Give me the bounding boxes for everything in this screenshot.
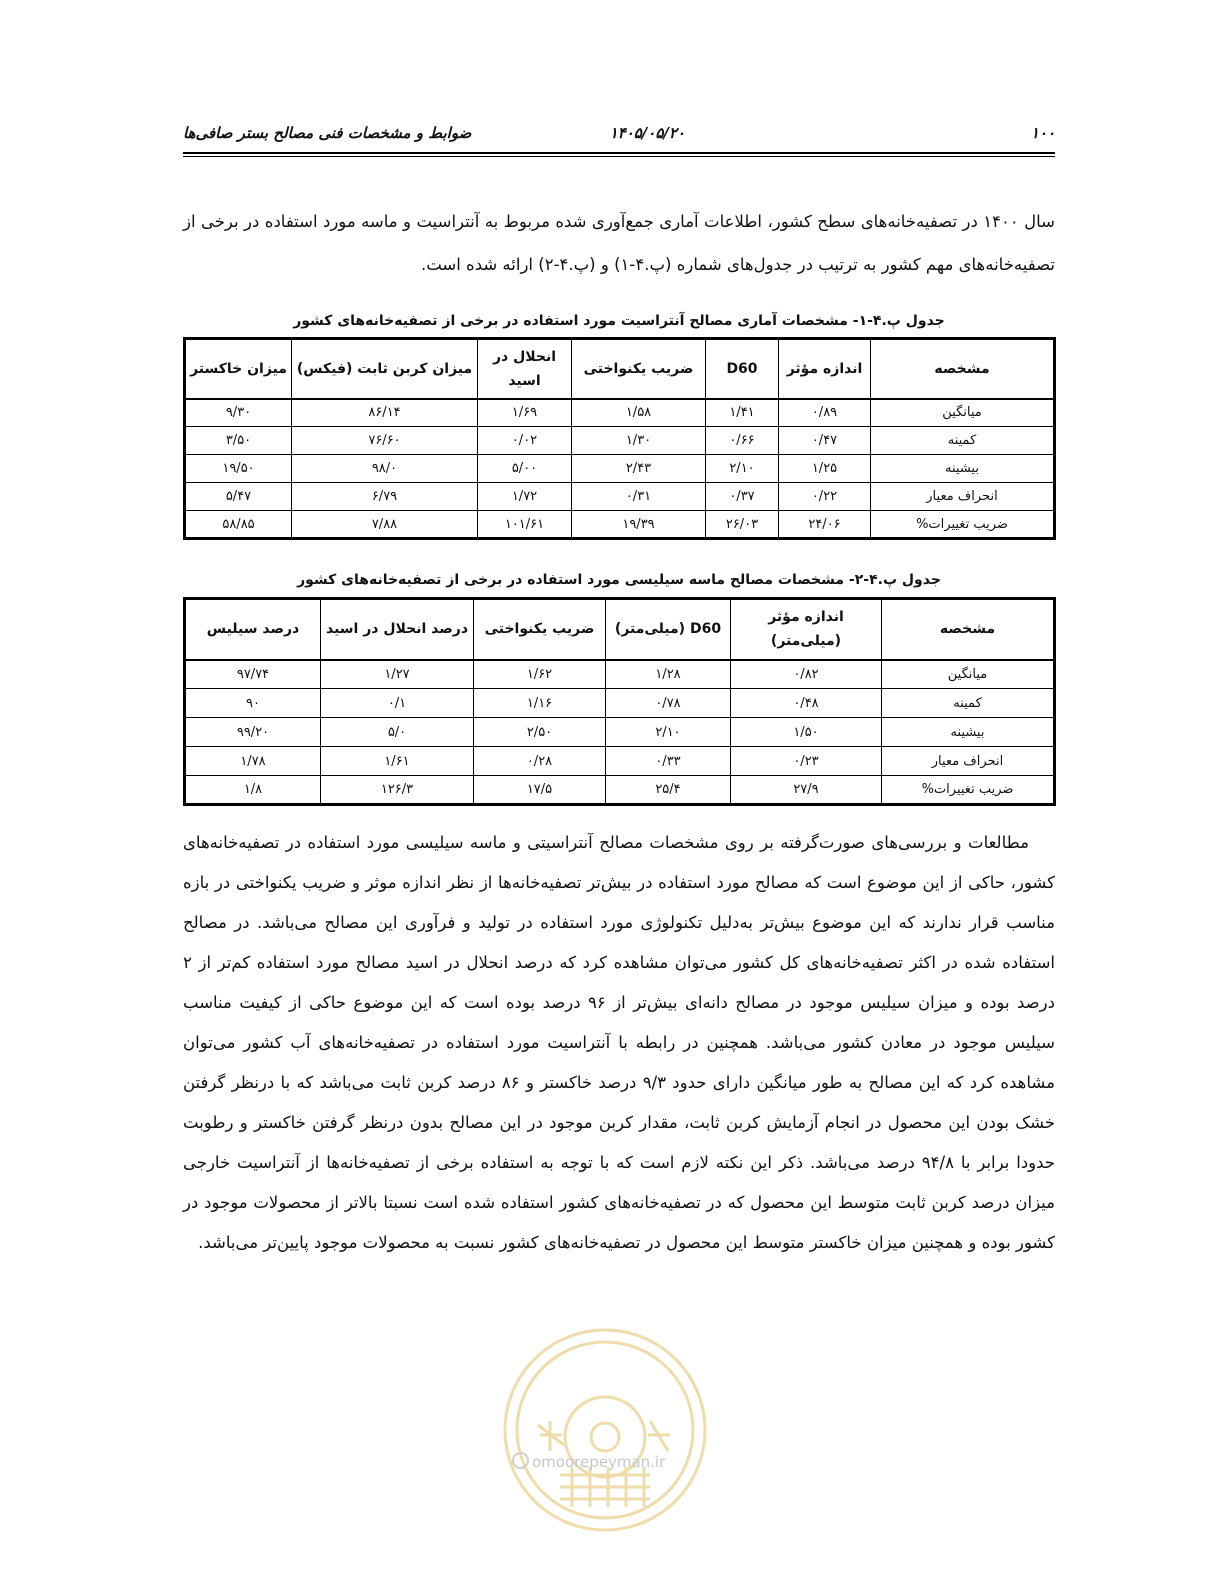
copyright-icon bbox=[512, 1452, 529, 1469]
column-header: D60 bbox=[706, 339, 779, 399]
silica-sand-table bbox=[183, 597, 1056, 806]
table-row bbox=[185, 718, 1055, 747]
page-header bbox=[183, 120, 1055, 150]
table-cell: ۰/۳۷ bbox=[706, 483, 779, 511]
table-cell: ۷/۸۸ bbox=[292, 511, 478, 539]
table-cell: ۲/۱۰ bbox=[706, 455, 779, 483]
header-rule-thin bbox=[183, 156, 1055, 157]
table-cell: ۰/۴۷ bbox=[779, 427, 871, 455]
header-rule-thick bbox=[183, 152, 1055, 154]
table-cell: ۹۷/۷۴ bbox=[185, 660, 321, 689]
table-cell: ۳/۵۰ bbox=[185, 427, 292, 455]
column-header: انحلال در اسید bbox=[478, 339, 572, 399]
table-cell: ۱/۵۸ bbox=[572, 399, 706, 427]
table-row bbox=[185, 427, 1055, 455]
column-header: مشخصه bbox=[871, 339, 1055, 399]
table-cell: ۱/۸ bbox=[185, 776, 321, 805]
watermark-site: omoorepeyman.ir bbox=[512, 1452, 665, 1471]
table-cell: ۱۹/۵۰ bbox=[185, 455, 292, 483]
row-label: انحراف معیار bbox=[871, 483, 1055, 511]
table1-caption: جدول پ.۴-۱- مشخصات آماری مصالح آنتراسیت مورد استفاده در برخی از تصفیه‌خانه‌های کشور bbox=[293, 313, 945, 329]
table-row bbox=[185, 455, 1055, 483]
table-cell: ۵/۰۰ bbox=[478, 455, 572, 483]
row-label: انحراف معیار bbox=[882, 747, 1055, 776]
table-row bbox=[185, 747, 1055, 776]
table-cell: ۰/۲۸ bbox=[474, 747, 606, 776]
table-cell: ۱/۶۹ bbox=[478, 399, 572, 427]
table-cell: ۱/۷۸ bbox=[185, 747, 321, 776]
column-header: درصد سیلیس bbox=[185, 599, 321, 660]
table-cell: ۰/۳۳ bbox=[606, 747, 731, 776]
table-cell: ۱۲۶/۳ bbox=[321, 776, 474, 805]
table-cell: ۲/۴۳ bbox=[572, 455, 706, 483]
column-header: اندازه مؤثر bbox=[779, 339, 871, 399]
row-label: کمینه bbox=[882, 689, 1055, 718]
column-header: ضریب یکنواختی bbox=[572, 339, 706, 399]
header-date: ۱۴۰۵/۰۵/۲۰ bbox=[609, 124, 685, 142]
row-label: کمینه bbox=[871, 427, 1055, 455]
row-label: بیشینه bbox=[871, 455, 1055, 483]
table-row bbox=[185, 689, 1055, 718]
table-cell: ۱/۵۰ bbox=[731, 718, 882, 747]
table-cell: ۰/۲۲ bbox=[779, 483, 871, 511]
table-cell: ۱/۱۶ bbox=[474, 689, 606, 718]
table-header-row bbox=[185, 599, 1055, 660]
column-header: ضریب یکنواختی bbox=[474, 599, 606, 660]
table-cell: ۱/۴۱ bbox=[706, 399, 779, 427]
table-row bbox=[185, 511, 1055, 539]
table-cell: ۵۸/۸۵ bbox=[185, 511, 292, 539]
table-cell: ۰/۱ bbox=[321, 689, 474, 718]
table-cell: ۹/۳۰ bbox=[185, 399, 292, 427]
table-cell: ۱/۷۲ bbox=[478, 483, 572, 511]
table-cell: ۰/۲۳ bbox=[731, 747, 882, 776]
table-cell: ۱۰۱/۶۱ bbox=[478, 511, 572, 539]
column-header: میزان خاکستر bbox=[185, 339, 292, 399]
column-header: اندازه مؤثر (میلی‌متر) bbox=[731, 599, 882, 660]
table-cell: ۱/۶۱ bbox=[321, 747, 474, 776]
column-header: میزان کربن ثابت (فیکس) bbox=[292, 339, 478, 399]
table-row bbox=[185, 399, 1055, 427]
table-cell: ۱/۲۵ bbox=[779, 455, 871, 483]
row-label: میانگین bbox=[882, 660, 1055, 689]
table-cell: ۹۸/۰ bbox=[292, 455, 478, 483]
intro-paragraph: سال ۱۴۰۰ در تصفیه‌خانه‌های سطح کشور، اطلاعات آماری جمع‌آوری شده مربوط به آنتراسیت و ماسه مورد استفاده در برخی از تصفیه‌خانه‌های مهم کشور به ترتیب در جدول‌های شماره (پ.۴-۱) و (پ.۴-۲) ارائه شده است. bbox=[183, 212, 1055, 274]
table-row bbox=[185, 483, 1055, 511]
row-label: ضریب تغییرات% bbox=[871, 511, 1055, 539]
table-cell: ۱/۲۷ bbox=[321, 660, 474, 689]
page-number: ۱۰۰ bbox=[1030, 124, 1055, 142]
table-cell: ۰/۴۸ bbox=[731, 689, 882, 718]
table-cell: ۱۹/۳۹ bbox=[572, 511, 706, 539]
anthracite-table bbox=[183, 337, 1056, 540]
table-cell: ۱/۳۰ bbox=[572, 427, 706, 455]
row-label: ضریب تغییرات% bbox=[882, 776, 1055, 805]
table-cell: ۹۹/۲۰ bbox=[185, 718, 321, 747]
table-cell: ۰/۳۱ bbox=[572, 483, 706, 511]
column-header: مشخصه bbox=[882, 599, 1055, 660]
table-cell: ۶/۷۹ bbox=[292, 483, 478, 511]
row-label: میانگین bbox=[871, 399, 1055, 427]
table-cell: ۵/۰ bbox=[321, 718, 474, 747]
column-header: درصد انحلال در اسید bbox=[321, 599, 474, 660]
table-cell: ۰/۷۸ bbox=[606, 689, 731, 718]
table-cell: ۰/۰۲ bbox=[478, 427, 572, 455]
table-cell: ۰/۸۹ bbox=[779, 399, 871, 427]
table-header-row bbox=[185, 339, 1055, 399]
table-cell: ۸۶/۱۴ bbox=[292, 399, 478, 427]
table-cell: ۱/۶۲ bbox=[474, 660, 606, 689]
table-cell: ۰/۸۲ bbox=[731, 660, 882, 689]
table-row bbox=[185, 776, 1055, 805]
body-paragraph: مطالعات و بررسی‌های صورت‌گرفته بر روی مشخصات مصالح آنتراسیتی و ماسه سیلیسی مورد استفاده در تصفیه‌خانه‌های کشور، حاکی از این موضوع است که مصالح مورد استفاده در بیش‌تر تصفیه‌خانه‌ها از نظر اندازه موثر و ضریب یکنواختی در بازه مناسب قرار ندارند که این موضوع بیش‌تر به‌دلیل تکنولوژی مورد استفاده در تولید و فرآوری این مصالح می‌باشد. در مصالح استفاده شده در اکثر تصفیه‌خانه‌های کل کشور می‌توان مشاهده کرد که درصد انحلال در اسید مصالح مورد استفاده کم‌تر از ۲ درصد بوده و میزان سیلیس موجود در مصالح دانه‌ای بیش‌تر از ۹۶ درصد بوده است که این موضوع حاکی از کیفیت مناسب سیلیس موجود در معادن کشور می‌باشد. همچنین در رابطه با آنتراسیت مورد استفاده در تصفیه‌خانه‌های آب کشور می‌توان مشاهده کرد که این مصالح به طور میانگین دارای حدود ۹/۳ درصد خاکستر و ۸۶ درصد کربن ثابت می‌باشد که با درنظر گرفتن خشک بودن این محصول در انجام آزمایش کربن ثابت، مقدار کربن موجود در این مصالح بدون درنظر گرفتن خاکستر و رطوبت حدودا برابر با ۹۴/۸ درصد می‌باشد. ذکر این نکته لازم است که با توجه به استفاده برخی از تصفیه‌خانه‌ها از آنتراسیت خارجی میزان درصد کربن ثابت متوسط این محصول که در تصفیه‌خانه‌های کشور استفاده شده است نسبتا بالاتر از محصولات موجود در کشور بوده و همچنین میزان خاکستر متوسط این محصول در تصفیه‌خانه‌های کشور نسبت به محصولات موجود پایین‌تر می‌باشد. bbox=[183, 833, 1055, 1252]
table-cell: ۲۶/۰۳ bbox=[706, 511, 779, 539]
table-cell: ۲۴/۰۶ bbox=[779, 511, 871, 539]
watermark-stamp-icon bbox=[500, 1325, 710, 1535]
table-cell: ۱۷/۵ bbox=[474, 776, 606, 805]
table-cell: ۹۰ bbox=[185, 689, 321, 718]
column-header: D60 (میلی‌متر) bbox=[606, 599, 731, 660]
table-cell: ۵/۴۷ bbox=[185, 483, 292, 511]
table-cell: ۰/۶۶ bbox=[706, 427, 779, 455]
table-cell: ۲/۵۰ bbox=[474, 718, 606, 747]
header-title: ضوابط و مشخصات فنی مصالح بستر صافی‌ها bbox=[183, 124, 472, 142]
row-label: بیشینه bbox=[882, 718, 1055, 747]
table-cell: ۲۷/۹ bbox=[731, 776, 882, 805]
table-row bbox=[185, 660, 1055, 689]
table-cell: ۱/۲۸ bbox=[606, 660, 731, 689]
table-cell: ۲۵/۴ bbox=[606, 776, 731, 805]
table-cell: ۷۶/۶۰ bbox=[292, 427, 478, 455]
table2-caption: جدول پ.۴-۲- مشخصات مصالح ماسه سیلیسی مورد استفاده در برخی از تصفیه‌خانه‌های کشور bbox=[297, 572, 941, 588]
table-cell: ۲/۱۰ bbox=[606, 718, 731, 747]
